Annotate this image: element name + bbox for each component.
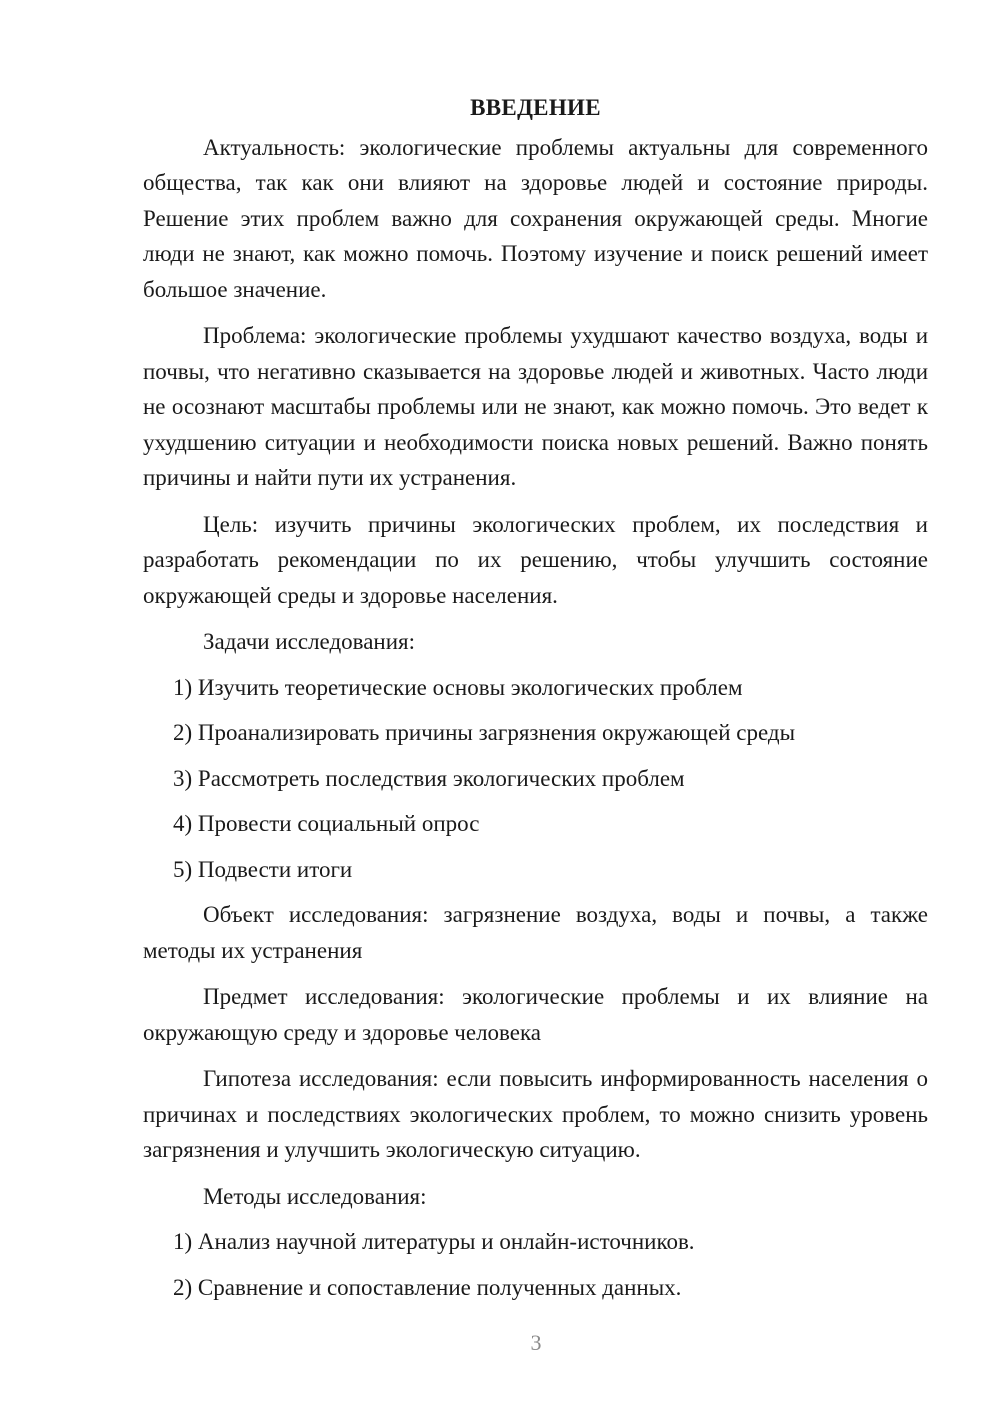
- relevance-paragraph: Актуальность: экологические проблемы актуальны для современного общества, так как они влияют на здоровье людей и состояние природы. Решение этих проблем важно для сохранения окружающей среды. Многие люди не знают, как можно помочь. Поэтому изучение и поиск решений имеет большое значение.: [143, 134, 928, 302]
- list-item: 5) Подвести итоги: [173, 856, 353, 882]
- tasks-heading: Задачи исследования:: [203, 629, 416, 654]
- hypothesis-paragraph: Гипотеза исследования: если повысить информированность населения о причинах и последствиях экологических проблем, то можно снизить уровень загрязнения и улучшить экологическую ситуацию.: [143, 1066, 928, 1162]
- methods-list: [143, 1224, 928, 1305]
- list-item: 1) Анализ научной литературы и онлайн-источников.: [173, 1229, 695, 1254]
- list-item: 3) Рассмотреть последствия экологических проблем: [173, 765, 685, 791]
- list-item: 2) Сравнение и сопоставление полученных данных.: [173, 1274, 682, 1300]
- tasks-list: [143, 670, 928, 888]
- page-number: 3: [530, 1330, 542, 1355]
- list-item: 4) Провести социальный опрос: [173, 811, 480, 836]
- object-paragraph: Объект исследования: загрязнение воздуха, воды и почвы, а также методы их устранения: [143, 902, 928, 963]
- list-item: 1) Изучить теоретические основы экологических проблем: [173, 674, 743, 700]
- page-content: [143, 90, 928, 1315]
- goal-paragraph: Цель: изучить причины экологических проблем, их последствия и разработать рекомендации по их решению, чтобы улучшить состояние окружающей среды и здоровье населения.: [143, 511, 928, 608]
- section-title: ВВЕДЕНИЕ: [470, 95, 601, 120]
- subject-paragraph: Предмет исследования: экологические проблемы и их влияние на окружающую среду и здоровье человека: [143, 984, 928, 1045]
- list-item: 2) Проанализировать причины загрязнения окружающей среды: [173, 720, 796, 745]
- methods-heading: Методы исследования:: [203, 1183, 427, 1209]
- problem-paragraph: Проблема: экологические проблемы ухудшают качество воздуха, воды и почвы, что негативно сказывается на здоровье людей и животных. Часто люди не осознают масштабы проблемы или не знают, как можно помочь. Это ведет к ухудшению ситуации и необходимости поиска новых решений. Важно понять причины и найти пути их устранения.: [143, 323, 928, 490]
